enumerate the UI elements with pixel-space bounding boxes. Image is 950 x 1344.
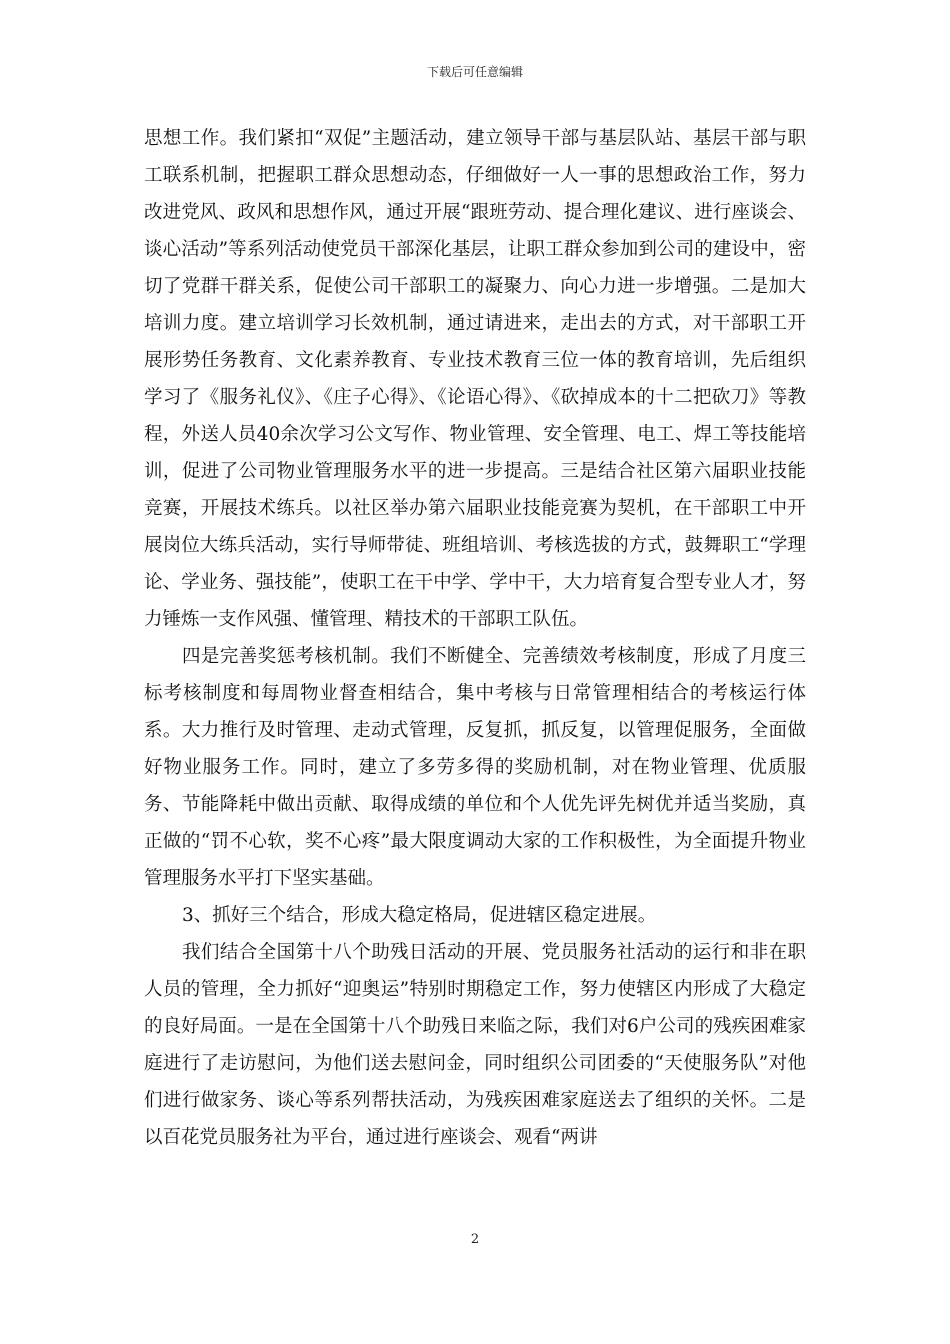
paragraph-stability-work: 我们结合全国第十八个助残日活动的开展、党员服务社活动的运行和非在职人员的管理，全力抓好“迎奥运”特别时期稳定工作，努力使辖区内形成了大稳定的良好局面。一是在全国第十八个助残日来临之际，我们对6户公司的残疾困难家庭进行了走访慰问，为他们送去慰问金，同时组织公司团委的“天使服务队”对他们进行做家务、谈心等系列帮扶活动，为残疾困难家庭送去了组织的关怀。二是以百花党员服务社为平台，通过进行座谈会、观看“两讲 <box>144 942 806 1148</box>
paragraph-evaluation-mechanism: 四是完善奖惩考核机制。我们不断健全、完善绩效考核制度，形成了月度三标考核制度和每周物业督查相结合，集中考核与日常管理相结合的考核运行体系。大力推行及时管理、走动式管理，反复抓，抓反复，以管理促服务，全面做好物业服务工作。同时，建立了多劳多得的奖励机制，对在物业管理、优质服务、节能降耗中做出贡献、取得成绩的单位和个人优先评先树优并适当奖励，真正做的“罚不心软，奖不心疼”最大限度调动大家的工作积极性，为全面提升物业管理服务水平打下坚实基础。 <box>144 646 806 889</box>
document-body <box>144 120 806 1156</box>
paragraph-continuation: 思想工作。我们紧扣“双促”主题活动，建立领导干部与基层队站、基层干部与职工联系机制，把握职工群众思想动态，仔细做好一人一事的思想政治工作，努力改进党风、政风和思想作风，通过开展“跟班劳动、提合理化建议、进行座谈会、谈心活动”等系列活动使党员干部深化基层，让职工群众参加到公司的建设中，密切了党群干群关系，促使公司干部职工的凝聚力、向心力进一步增强。二是加大培训力度。建立培训学习长效机制，通过请进来，走出去的方式，对干部职工开展形势任务教育、文化素养教育、专业技术教育三位一体的教育培训，先后组织学习了《服务礼仪》、《庄子心得》、《论语心得》、《砍掉成本的十二把砍刀》等教程，外送人员40余次学习公文写作、物业管理、安全管理、电工、焊工等技能培训，促进了公司物业管理服务水平的进一步提高。三是结合社区第六届职业技能竞赛，开展技术练兵。以社区举办第六届职业技能竞赛为契机，在干部职工中开展岗位大练兵活动，实行导师带徒、班组培训、考核选拔的方式，鼓舞职工“学理论、学业务、强技能”，使职工在干中学、学中干，大力培育复合型专业人才，努力锤炼一支作风强、懂管理、精技术的干部职工队伍。 <box>144 128 806 630</box>
page-header: 下载后可任意编辑 <box>426 65 523 79</box>
page-number: 2 <box>470 1232 480 1247</box>
section-heading-three-combinations: 3、抓好三个结合，形成大稳定格局，促进辖区稳定进展。 <box>182 905 657 926</box>
